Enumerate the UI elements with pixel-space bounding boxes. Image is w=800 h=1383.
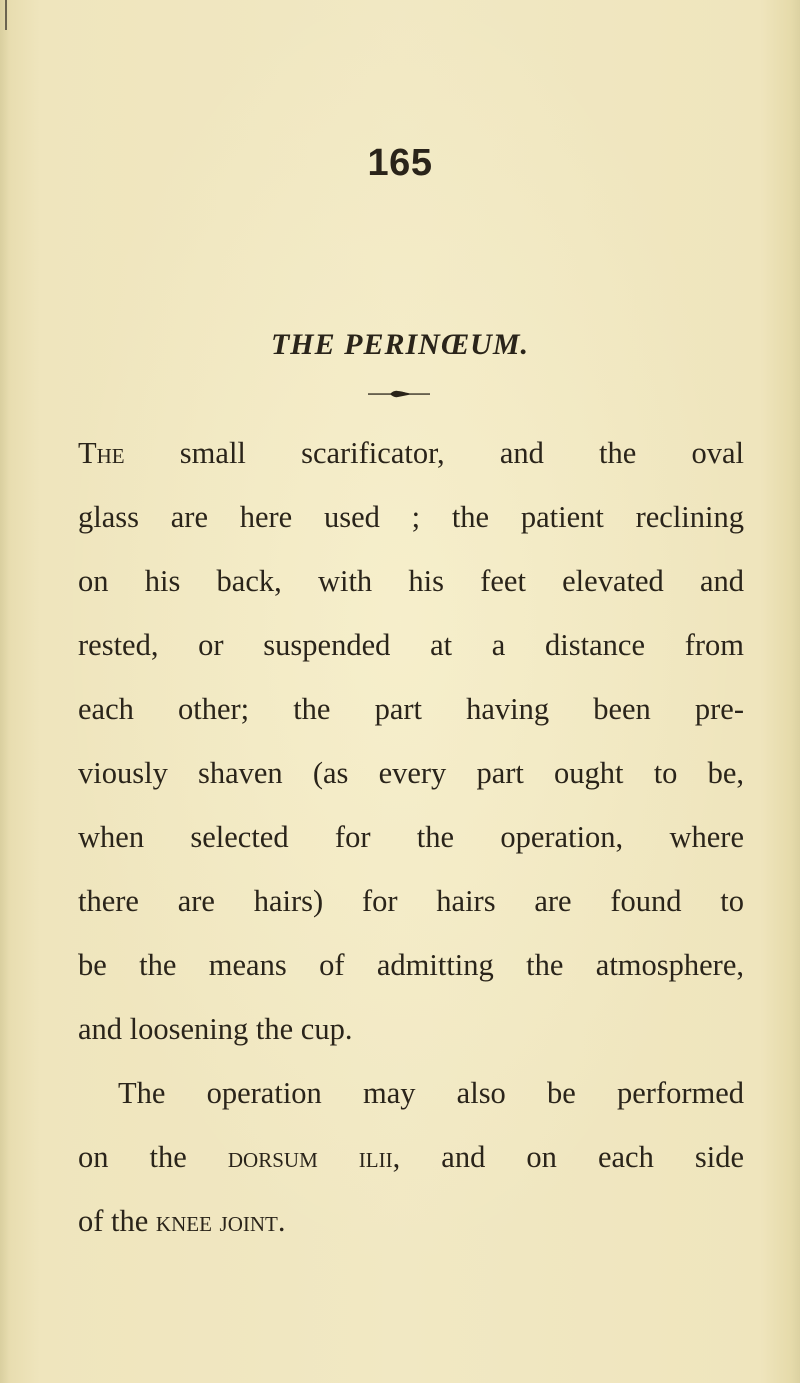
page-edge-mark (5, 0, 7, 30)
line-text: on the (78, 1140, 228, 1174)
small-caps-term: knee joint. (155, 1204, 286, 1238)
small-caps-term: dorsum ilii (227, 1140, 393, 1174)
page-number: 165 (367, 142, 433, 184)
text-line: on his back, with his feet elevated and (78, 564, 744, 598)
text-line (78, 1137, 744, 1177)
text-line: viously shaven (as every part ought to be, (78, 756, 744, 790)
text-line: and loosening the cup. (78, 1012, 353, 1046)
text-line: be the means of admitting the atmosphere, (78, 948, 744, 982)
text-line: The operation may also be performed (118, 1076, 744, 1110)
line-text: small scarificator, and the oval (124, 436, 744, 470)
text-line (78, 1201, 285, 1241)
text-line: each other; the part having been pre- (78, 692, 744, 726)
text-line: there are hairs) for hairs are found to (78, 884, 744, 918)
small-caps-lead: The (78, 436, 125, 470)
line-text: of the (78, 1204, 156, 1238)
text-line: when selected for the operation, where (78, 820, 744, 854)
text-line: glass are here used ; the patient reclining (78, 500, 744, 534)
section-title: THE PERINŒUM. (270, 328, 529, 361)
text-line: rested, or suspended at a distance from (78, 628, 744, 662)
line-text: , and on each side (392, 1140, 745, 1174)
ornament-rule-icon (368, 388, 430, 400)
text-line (78, 433, 744, 473)
